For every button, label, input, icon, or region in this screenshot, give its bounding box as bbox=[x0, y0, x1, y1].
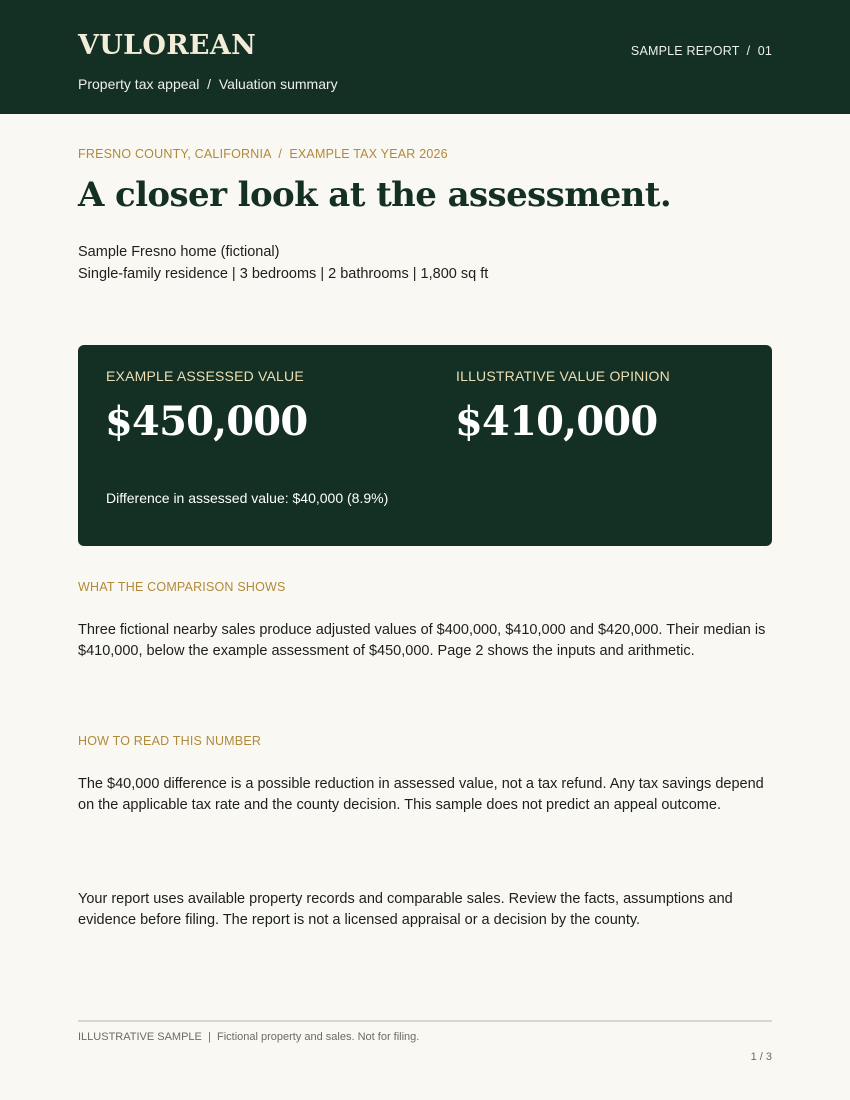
comparison-body: Three fictional nearby sales produce adjusted values of $400,000, $410,000 and $420,000. Their median is $410,000, below the example assessment of $450,000. Page 2 shows the inputs and arithmetic. bbox=[78, 622, 766, 659]
report-header bbox=[0, 0, 850, 114]
property-name: Sample Fresno home (fictional) bbox=[78, 244, 280, 260]
value-summary-card bbox=[78, 345, 772, 546]
value-opinion: $410,000 bbox=[455, 398, 658, 445]
page-title: A closer look at the assessment. bbox=[78, 175, 672, 215]
footer-note: ILLUSTRATIVE SAMPLE | Fictional property and sales. Not for filing. bbox=[78, 1031, 420, 1043]
brand-logo: VULOREAN bbox=[78, 30, 257, 61]
footer-divider bbox=[78, 1020, 772, 1022]
disclaimer-text: Your report uses available property records and comparable sales. Review the facts, assumptions and evidence before filing. The report is not a licensed appraisal or a decision by the county. bbox=[78, 891, 733, 928]
header-subtitle: Property tax appeal / Valuation summary bbox=[78, 76, 338, 92]
page-number: 1 / 3 bbox=[750, 1051, 772, 1063]
value-opinion-label: ILLUSTRATIVE VALUE OPINION bbox=[456, 368, 670, 384]
value-difference: Difference in assessed value: $40,000 (8.9%) bbox=[106, 490, 389, 506]
how-to-read-heading: HOW TO READ THIS NUMBER bbox=[78, 734, 262, 748]
assessed-value-label: EXAMPLE ASSESSED VALUE bbox=[106, 368, 304, 384]
location-eyebrow: FRESNO COUNTY, CALIFORNIA / EXAMPLE TAX YEAR 2026 bbox=[78, 147, 448, 161]
assessed-value: $450,000 bbox=[105, 398, 308, 445]
report-tag: SAMPLE REPORT / 01 bbox=[630, 44, 772, 58]
property-details: Single-family residence | 3 bedrooms | 2 bathrooms | 1,800 sq ft bbox=[78, 266, 489, 282]
how-to-read-body: The $40,000 difference is a possible reduction in assessed value, not a tax refund. Any tax savings depend on the applicable tax rate and the county decision. This sample does not predict an appeal outcome. bbox=[78, 776, 764, 813]
comparison-heading: WHAT THE COMPARISON SHOWS bbox=[78, 580, 286, 594]
